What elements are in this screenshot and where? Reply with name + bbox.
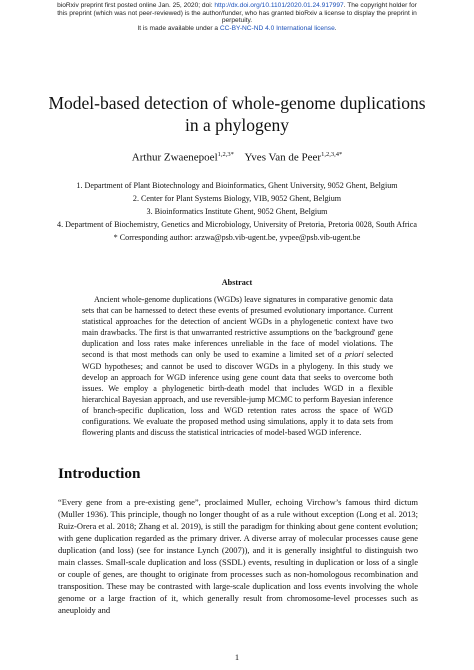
preprint-line-4: It is made available under a CC-BY-NC-ND 4.0 International license. [137, 24, 337, 32]
abstract-text: Ancient whole-genome duplications (WGDs) leave signatures in comparative genomic data sets that can be harnessed to detect these events of presumed evolutionary importance. Current statistical approaches for the detection of ancient WGDs in a phylogenetic context have two main drawbacks. The first is that unwarranted restrictive assumptions on the 'background' gene duplication and loss rates make inferences unreliable in the face of model violations. The second is that most methods can only be used to examine a limited set of a priori selected WGD hypotheses; and cannot be used to discover WGDs in a phylogeny. In this study we develop an approach for WGD inference using gene count data that seeks to overcome both issues. We employ a phylogenetic birth-death model that includes WGD in a flexible hierarchical Bayesian approach, and use reversible-jump MCMC to perform Bayesian inference of branch-specific duplication, loss and WGD retention rates across the space of WGD configurations. We evaluate the proposed method using simulations, apply it to data sets from flowering plants and discuss the statistical intricacies of model-based WGD inference. [82, 295, 394, 438]
page-number: 1 [234, 652, 240, 662]
author-name: Arthur Zwaenepoel [131, 151, 218, 164]
preprint-line-1: bioRxiv preprint first posted online Jan. 25, 2020; doi: http://dx.doi.org/10.1101/2020.01.24.917997. The copyright holder for [57, 2, 417, 9]
author-name: Yves Van de Peer [244, 151, 322, 164]
author-affiliation-marker: 1,2,3* [217, 151, 234, 158]
introduction-paragraph: “Every gene from a pre-existing gene”, proclaimed Muller, echoing Virchow’s famous third dictum (Muller 1936). This principle, though no longer thought of as a rule without exception (Long et al. 2013; Ruiz-Orera et al. 2018; Zhang et al. 2019), is still the paradigm for thinking about gene content evolution; with gene duplication regarded as the primary driver. A diverse array of molecular processes cause gene duplication (and loss) (see for instance Lynch (2007)), and it is generally insightful to distinguish two main classes. Small-scale duplication and loss (SSDL) events, resulting in duplication or loss of a single or couple of genes, are thought to originate from processes such as non-homologous recombination and transposition. These may be contrasted with large-scale duplication and loss events involving the whole genome or a large fraction of it, which generally result from chromosome-level processes such as aneuploidy and [58, 497, 418, 615]
preprint-notice [20, 2, 454, 32]
affiliation-item: 4. Department of Biochemistry, Genetics and Microbiology, University of Pretoria, Pretoria 0028, South Africa [57, 220, 417, 229]
paper-title: Model-based detection of whole-genome duplications in a phylogeny [48, 93, 426, 135]
affiliation-item: 3. Bioinformatics Institute Ghent, 9052 Ghent, Belgium [146, 207, 328, 216]
preprint-line-3: perpetuity. [221, 17, 253, 25]
author-affiliation-marker: 1,2,3,4* [321, 151, 343, 158]
affiliation-item: 1. Department of Plant Biotechnology and Bioinformatics, Ghent University, 9052 Ghent, Belgium [76, 181, 398, 190]
abstract-heading: Abstract [221, 278, 253, 287]
corresponding-author: * Corresponding author: arzwa@psb.vib-ugent.be, yvpee@psb.vib-ugent.be [113, 233, 361, 242]
affiliation-item: 2. Center for Plant Systems Biology, VIB, 9052 Ghent, Belgium [132, 194, 342, 203]
section-heading-introduction: Introduction [58, 465, 141, 482]
preprint-line-2: this preprint (which was not peer-reviewed) is the author/funder, who has granted bioRxiv a license to display the preprint in [57, 9, 417, 17]
doi-link[interactable]: http://dx.doi.org/10.1101/2020.01.24.917997 [214, 2, 344, 9]
affiliations [40, 179, 434, 244]
italic-term: a priori [337, 350, 364, 360]
author-list [40, 148, 434, 165]
license-link[interactable]: CC-BY-NC-ND 4.0 International license [219, 24, 335, 32]
